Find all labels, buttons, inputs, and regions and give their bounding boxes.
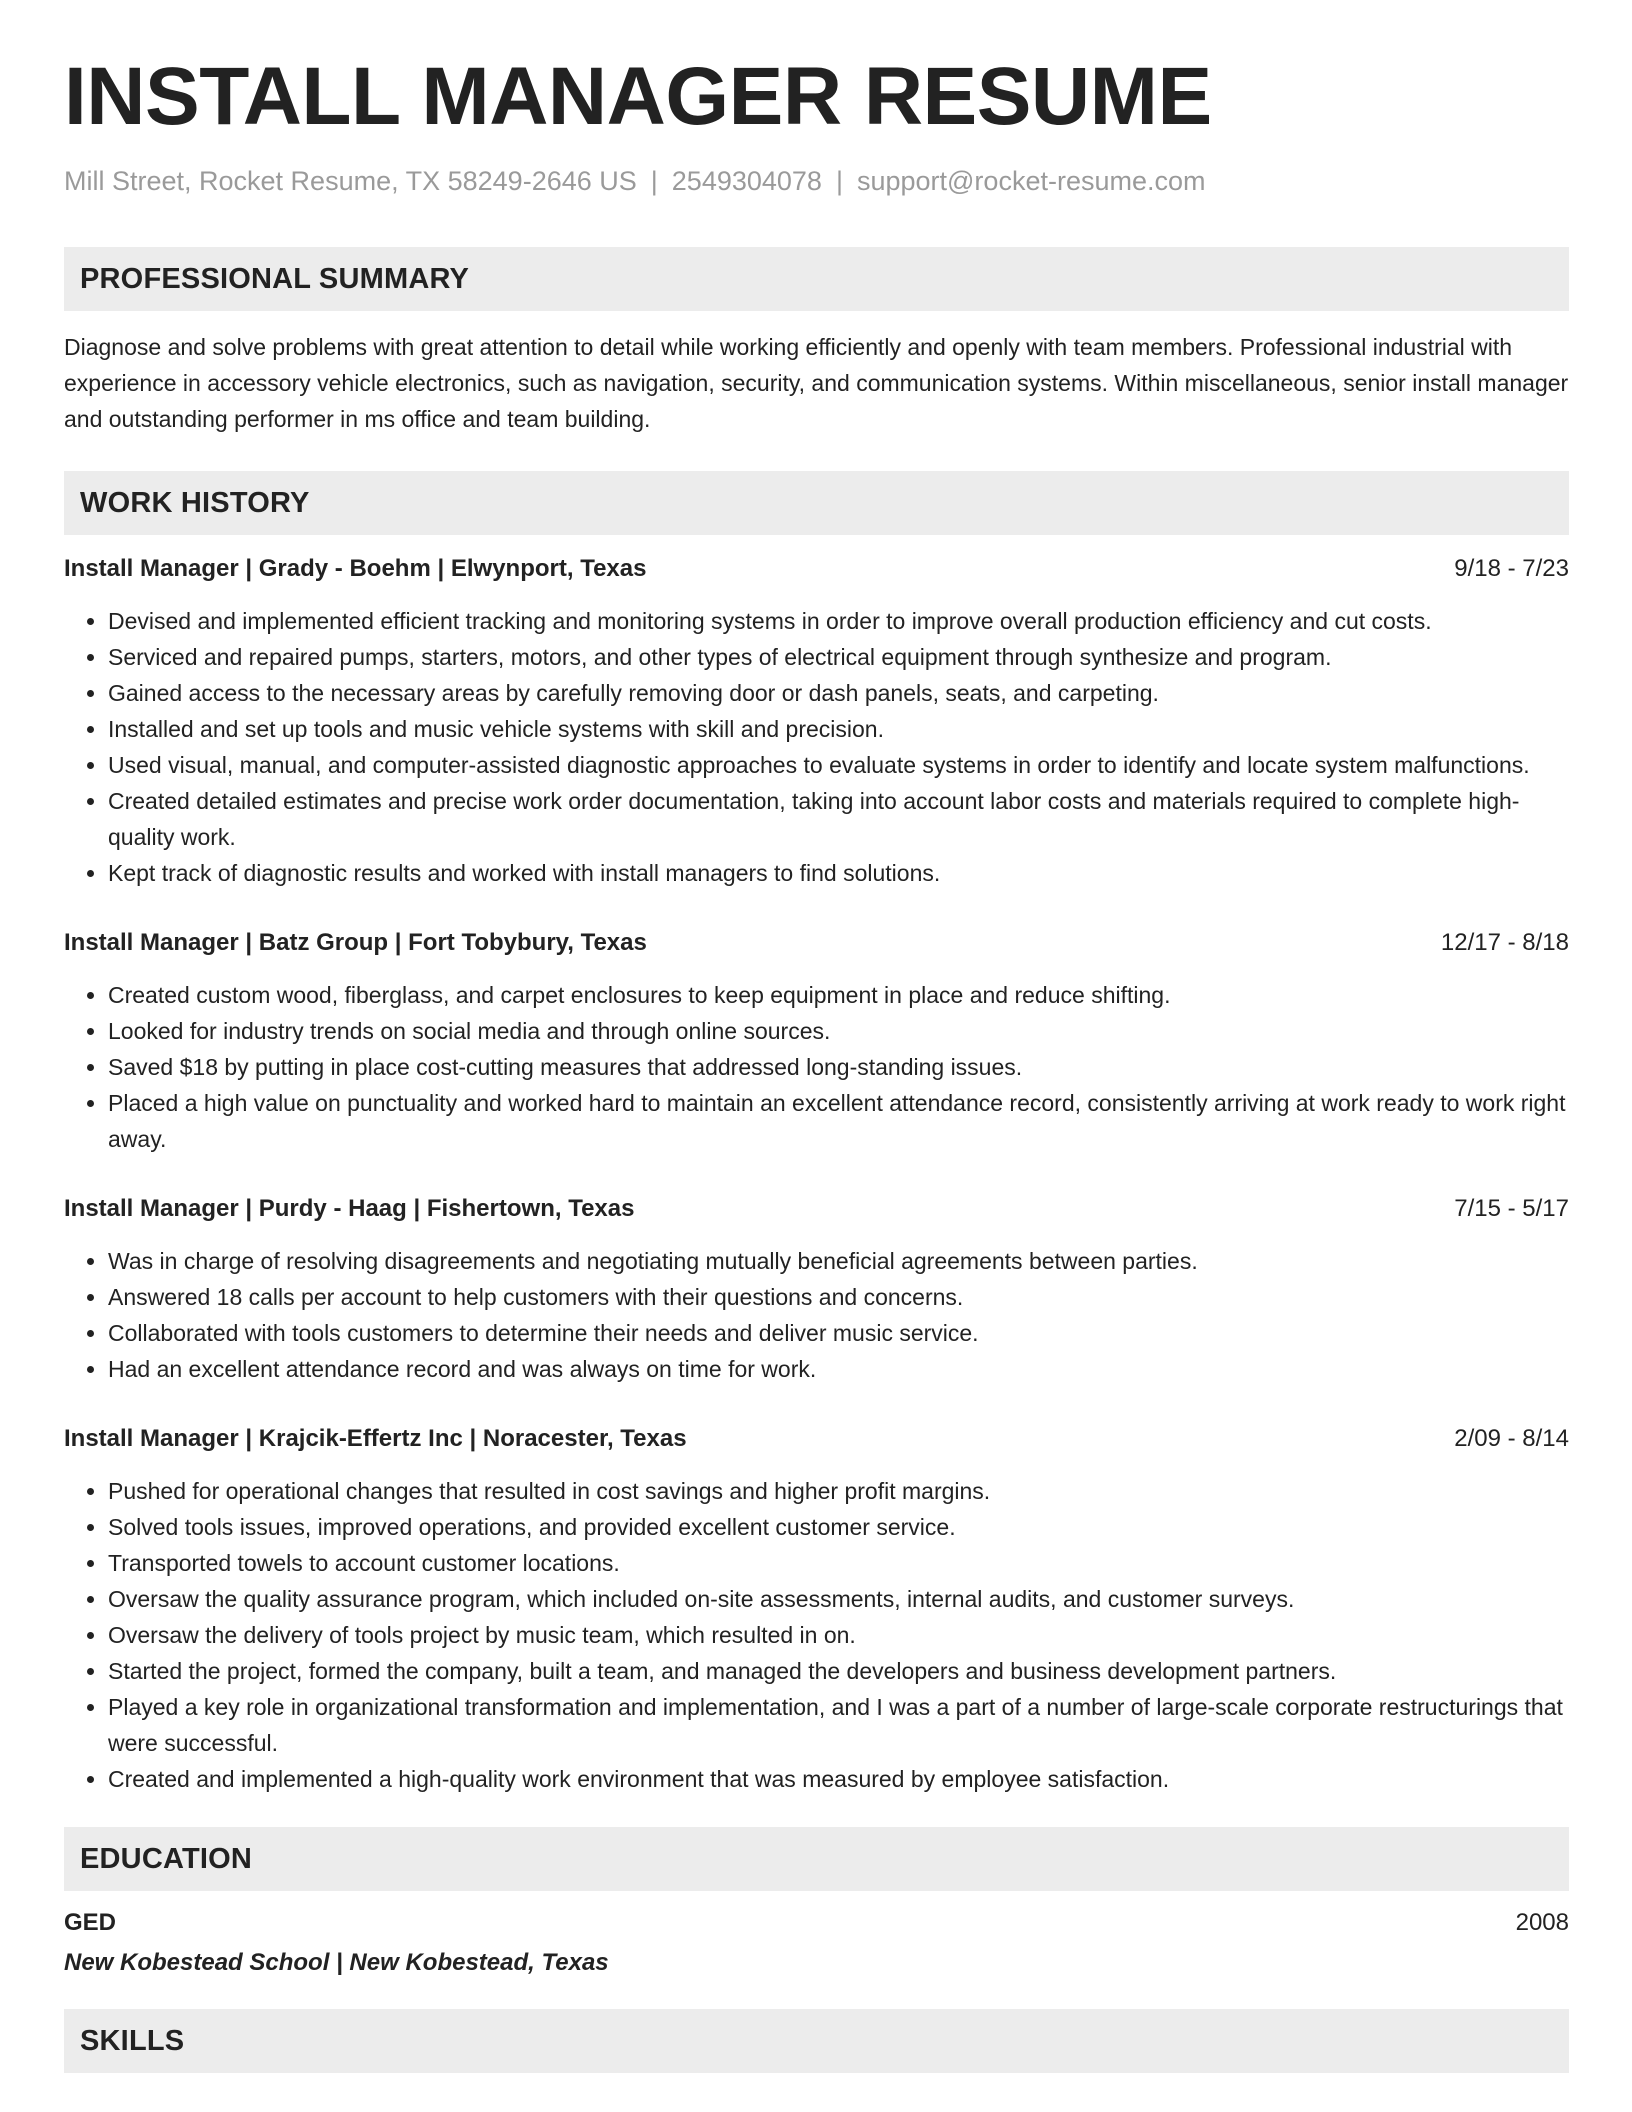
job-title: Install Manager | Purdy - Haag | Fishertown, Texas: [64, 1195, 635, 1222]
education-row: [64, 1907, 1569, 1939]
job-bullet-list: [64, 977, 1569, 1157]
job-header-row: [64, 927, 1569, 959]
section-header-work-history: WORK HISTORY: [64, 471, 1569, 535]
section-header-summary: PROFESSIONAL SUMMARY: [64, 247, 1569, 311]
job-bullet: • Started the project, formed the company, built a team, and managed the developers and business development partners.: [108, 1653, 1569, 1689]
job-title: Install Manager | Krajcik-Effertz Inc | Noracester, Texas: [64, 1425, 687, 1452]
job-bullet: • Oversaw the delivery of tools project by music team, which resulted in on.: [108, 1617, 1569, 1653]
education-school: New Kobestead School | New Kobestead, Texas: [64, 1949, 609, 1976]
job-bullet: • Devised and implemented efficient tracking and monitoring systems in order to improve overall production efficiency and cut costs.: [108, 603, 1569, 639]
job-title: Install Manager | Grady - Boehm | Elwynport, Texas: [64, 555, 647, 582]
job-entry: [64, 1423, 1569, 1797]
job-bullet: • Serviced and repaired pumps, starters, motors, and other types of electrical equipment through synthesize and program.: [108, 639, 1569, 675]
contact-separator: |: [650, 166, 658, 196]
job-bullet: • Created custom wood, fiberglass, and carpet enclosures to keep equipment in place and reduce shifting.: [108, 977, 1569, 1013]
resume-page: [64, 51, 1569, 2073]
job-entry: [64, 1193, 1569, 1387]
job-bullet-list: [64, 1473, 1569, 1797]
job-entry: [64, 553, 1569, 891]
contact-separator: |: [835, 166, 843, 196]
job-header-row: [64, 1423, 1569, 1455]
job-bullet: • Gained access to the necessary areas by carefully removing door or dash panels, seats, and carpeting.: [108, 675, 1569, 711]
job-bullet: • Placed a high value on punctuality and worked hard to maintain an excellent attendance record, consistently arriving at work ready to work right away.: [108, 1085, 1569, 1157]
job-dates: 7/15 - 5/17: [1454, 1195, 1569, 1222]
contact-email: support@rocket-resume.com: [856, 166, 1206, 196]
job-bullet: • Created detailed estimates and precise work order documentation, taking into account labor costs and materials required to complete high-quality work.: [108, 783, 1569, 855]
job-bullet: • Solved tools issues, improved operations, and provided excellent customer service.: [108, 1509, 1569, 1545]
job-bullet: • Created and implemented a high-quality work environment that was measured by employee satisfaction.: [108, 1761, 1569, 1797]
section-header-education: EDUCATION: [64, 1827, 1569, 1891]
job-bullet: • Saved $18 by putting in place cost-cutting measures that addressed long-standing issues.: [108, 1049, 1569, 1085]
job-bullet: • Used visual, manual, and computer-assisted diagnostic approaches to evaluate systems in order to identify and locate system malfunctions.: [108, 747, 1569, 783]
job-dates: 9/18 - 7/23: [1454, 555, 1569, 582]
job-header-row: [64, 1193, 1569, 1225]
section-header-skills: SKILLS: [64, 2009, 1569, 2073]
job-bullet: • Installed and set up tools and music vehicle systems with skill and precision.: [108, 711, 1569, 747]
contact-phone: 2549304078: [671, 166, 822, 196]
job-bullet: • Had an excellent attendance record and was always on time for work.: [108, 1351, 1569, 1387]
contact-address: Mill Street, Rocket Resume, TX 58249-2646 US: [64, 166, 637, 196]
job-dates: 2/09 - 8/14: [1454, 1425, 1569, 1452]
job-header-row: [64, 553, 1569, 585]
work-history-list: [64, 553, 1569, 1797]
job-entry: [64, 927, 1569, 1157]
resume-title: INSTALL MANAGER RESUME: [64, 51, 1212, 142]
job-bullet: • Pushed for operational changes that resulted in cost savings and higher profit margins.: [108, 1473, 1569, 1509]
job-bullet: • Answered 18 calls per account to help customers with their questions and concerns.: [108, 1279, 1569, 1315]
education-year: 2008: [1515, 1909, 1569, 1936]
job-bullet-list: [64, 1243, 1569, 1387]
job-bullet: • Collaborated with tools customers to determine their needs and deliver music service.: [108, 1315, 1569, 1351]
job-bullet: • Was in charge of resolving disagreements and negotiating mutually beneficial agreements between parties.: [108, 1243, 1569, 1279]
job-bullet-list: [64, 603, 1569, 891]
job-bullet: • Transported towels to account customer locations.: [108, 1545, 1569, 1581]
job-title: Install Manager | Batz Group | Fort Tobybury, Texas: [64, 929, 647, 956]
education-degree: GED: [64, 1909, 117, 1936]
job-bullet: • Kept track of diagnostic results and worked with install managers to find solutions.: [108, 855, 1569, 891]
job-bullet: • Looked for industry trends on social media and through online sources.: [108, 1013, 1569, 1049]
job-bullet: • Oversaw the quality assurance program, which included on-site assessments, internal audits, and customer surveys.: [108, 1581, 1569, 1617]
contact-line: [64, 166, 1569, 197]
job-dates: 12/17 - 8/18: [1440, 929, 1569, 956]
summary-text: Diagnose and solve problems with great attention to detail while working efficiently and openly with team members. Professional industrial with experience in accessory vehicle electronics, such as navigation, security, and communication systems. Within miscellaneous, senior install manager and outstanding performer in ms office and team building.: [64, 334, 1569, 432]
job-bullet: • Played a key role in organizational transformation and implementation, and I was a part of a number of large-scale corporate restructurings that were successful.: [108, 1689, 1569, 1761]
